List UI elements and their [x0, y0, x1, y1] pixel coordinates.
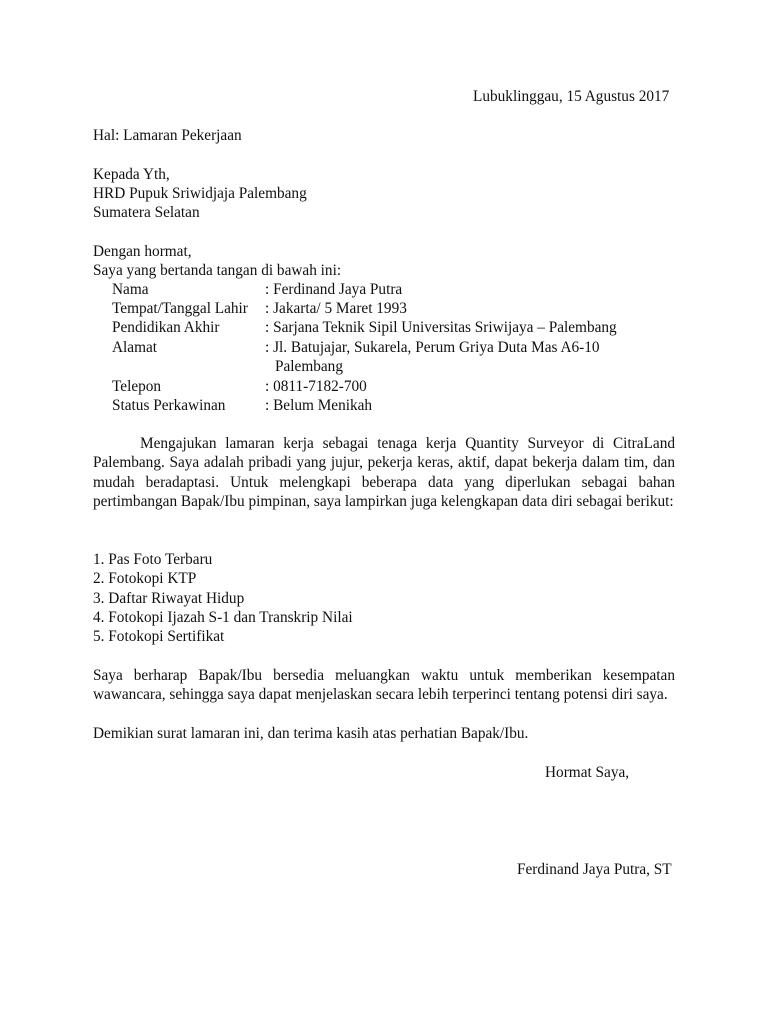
field-value-pendidikan: : Sarjana Teknik Sipil Universitas Sriwijaya – Palembang [265, 319, 617, 336]
recipient-line-3: Sumatera Selatan [93, 204, 200, 221]
field-value-telepon: : 0811-7182-700 [265, 378, 367, 395]
paragraph-2: Saya berharap Bapak/Ibu bersedia meluangkan waktu untuk memberikan kesempatan wawancara, sehingga saya dapat menjelaskan secara lebih terperinci tentang potensi diri saya. [93, 667, 675, 704]
field-label-pendidikan: Pendidikan Akhir [112, 319, 220, 336]
recipient-line-2: HRD Pupuk Sriwidjaja Palembang [93, 185, 307, 202]
field-value-nama: : Ferdinand Jaya Putra [265, 281, 403, 298]
list-item: 2. Fotokopi KTP [93, 570, 197, 587]
field-label-alamat: Alamat [112, 339, 158, 356]
field-value-status: : Belum Menikah [265, 397, 373, 414]
list-item: 4. Fotokopi Ijazah S-1 dan Transkrip Nilai [93, 609, 353, 626]
greeting: Dengan hormat, [93, 243, 192, 260]
field-label-nama: Nama [112, 281, 149, 298]
list-item: 5. Fotokopi Sertifikat [93, 628, 225, 645]
place-date: Lubuklinggau, 15 Agustus 2017 [473, 88, 670, 105]
intro: Saya yang bertanda tangan di bawah ini: [93, 262, 342, 279]
field-label-ttl: Tempat/Tanggal Lahir [112, 300, 248, 317]
list-item: 3. Daftar Riwayat Hidup [93, 590, 245, 607]
signoff: Hormat Saya, [545, 764, 630, 781]
subject-line: Hal: Lamaran Pekerjaan [93, 127, 242, 144]
list-item: 1. Pas Foto Terbaru [93, 551, 213, 568]
paragraph-1: Mengajukan lamaran kerja sebagai tenaga kerja Quantity Surveyor di CitraLand Palembang. Saya adalah pribadi yang jujur, pekerja keras, aktif, dapat bekerja dalam tim, dan mudah beradaptasi. Untuk melengkapi beberapa data yang diperlukan sebagai bahan pertimbangan Bapak/Ibu pimpinan, saya lampirkan juga kelengkapan data diri sebagai berikut: [93, 435, 675, 511]
field-label-telepon: Telepon [112, 378, 162, 395]
recipient-line-1: Kepada Yth, [93, 166, 170, 183]
field-label-status: Status Perkawinan [112, 397, 226, 414]
signature-name: Ferdinand Jaya Putra, ST [517, 861, 672, 878]
field-value-alamat-continuation: Palembang [275, 358, 343, 375]
closing-sentence: Demikian surat lamaran ini, dan terima kasih atas perhatian Bapak/Ibu. [93, 725, 529, 742]
field-value-alamat: : Jl. Batujajar, Sukarela, Perum Griya Duta Mas A6-10 [265, 339, 600, 356]
field-value-ttl: : Jakarta/ 5 Maret 1993 [265, 300, 407, 317]
